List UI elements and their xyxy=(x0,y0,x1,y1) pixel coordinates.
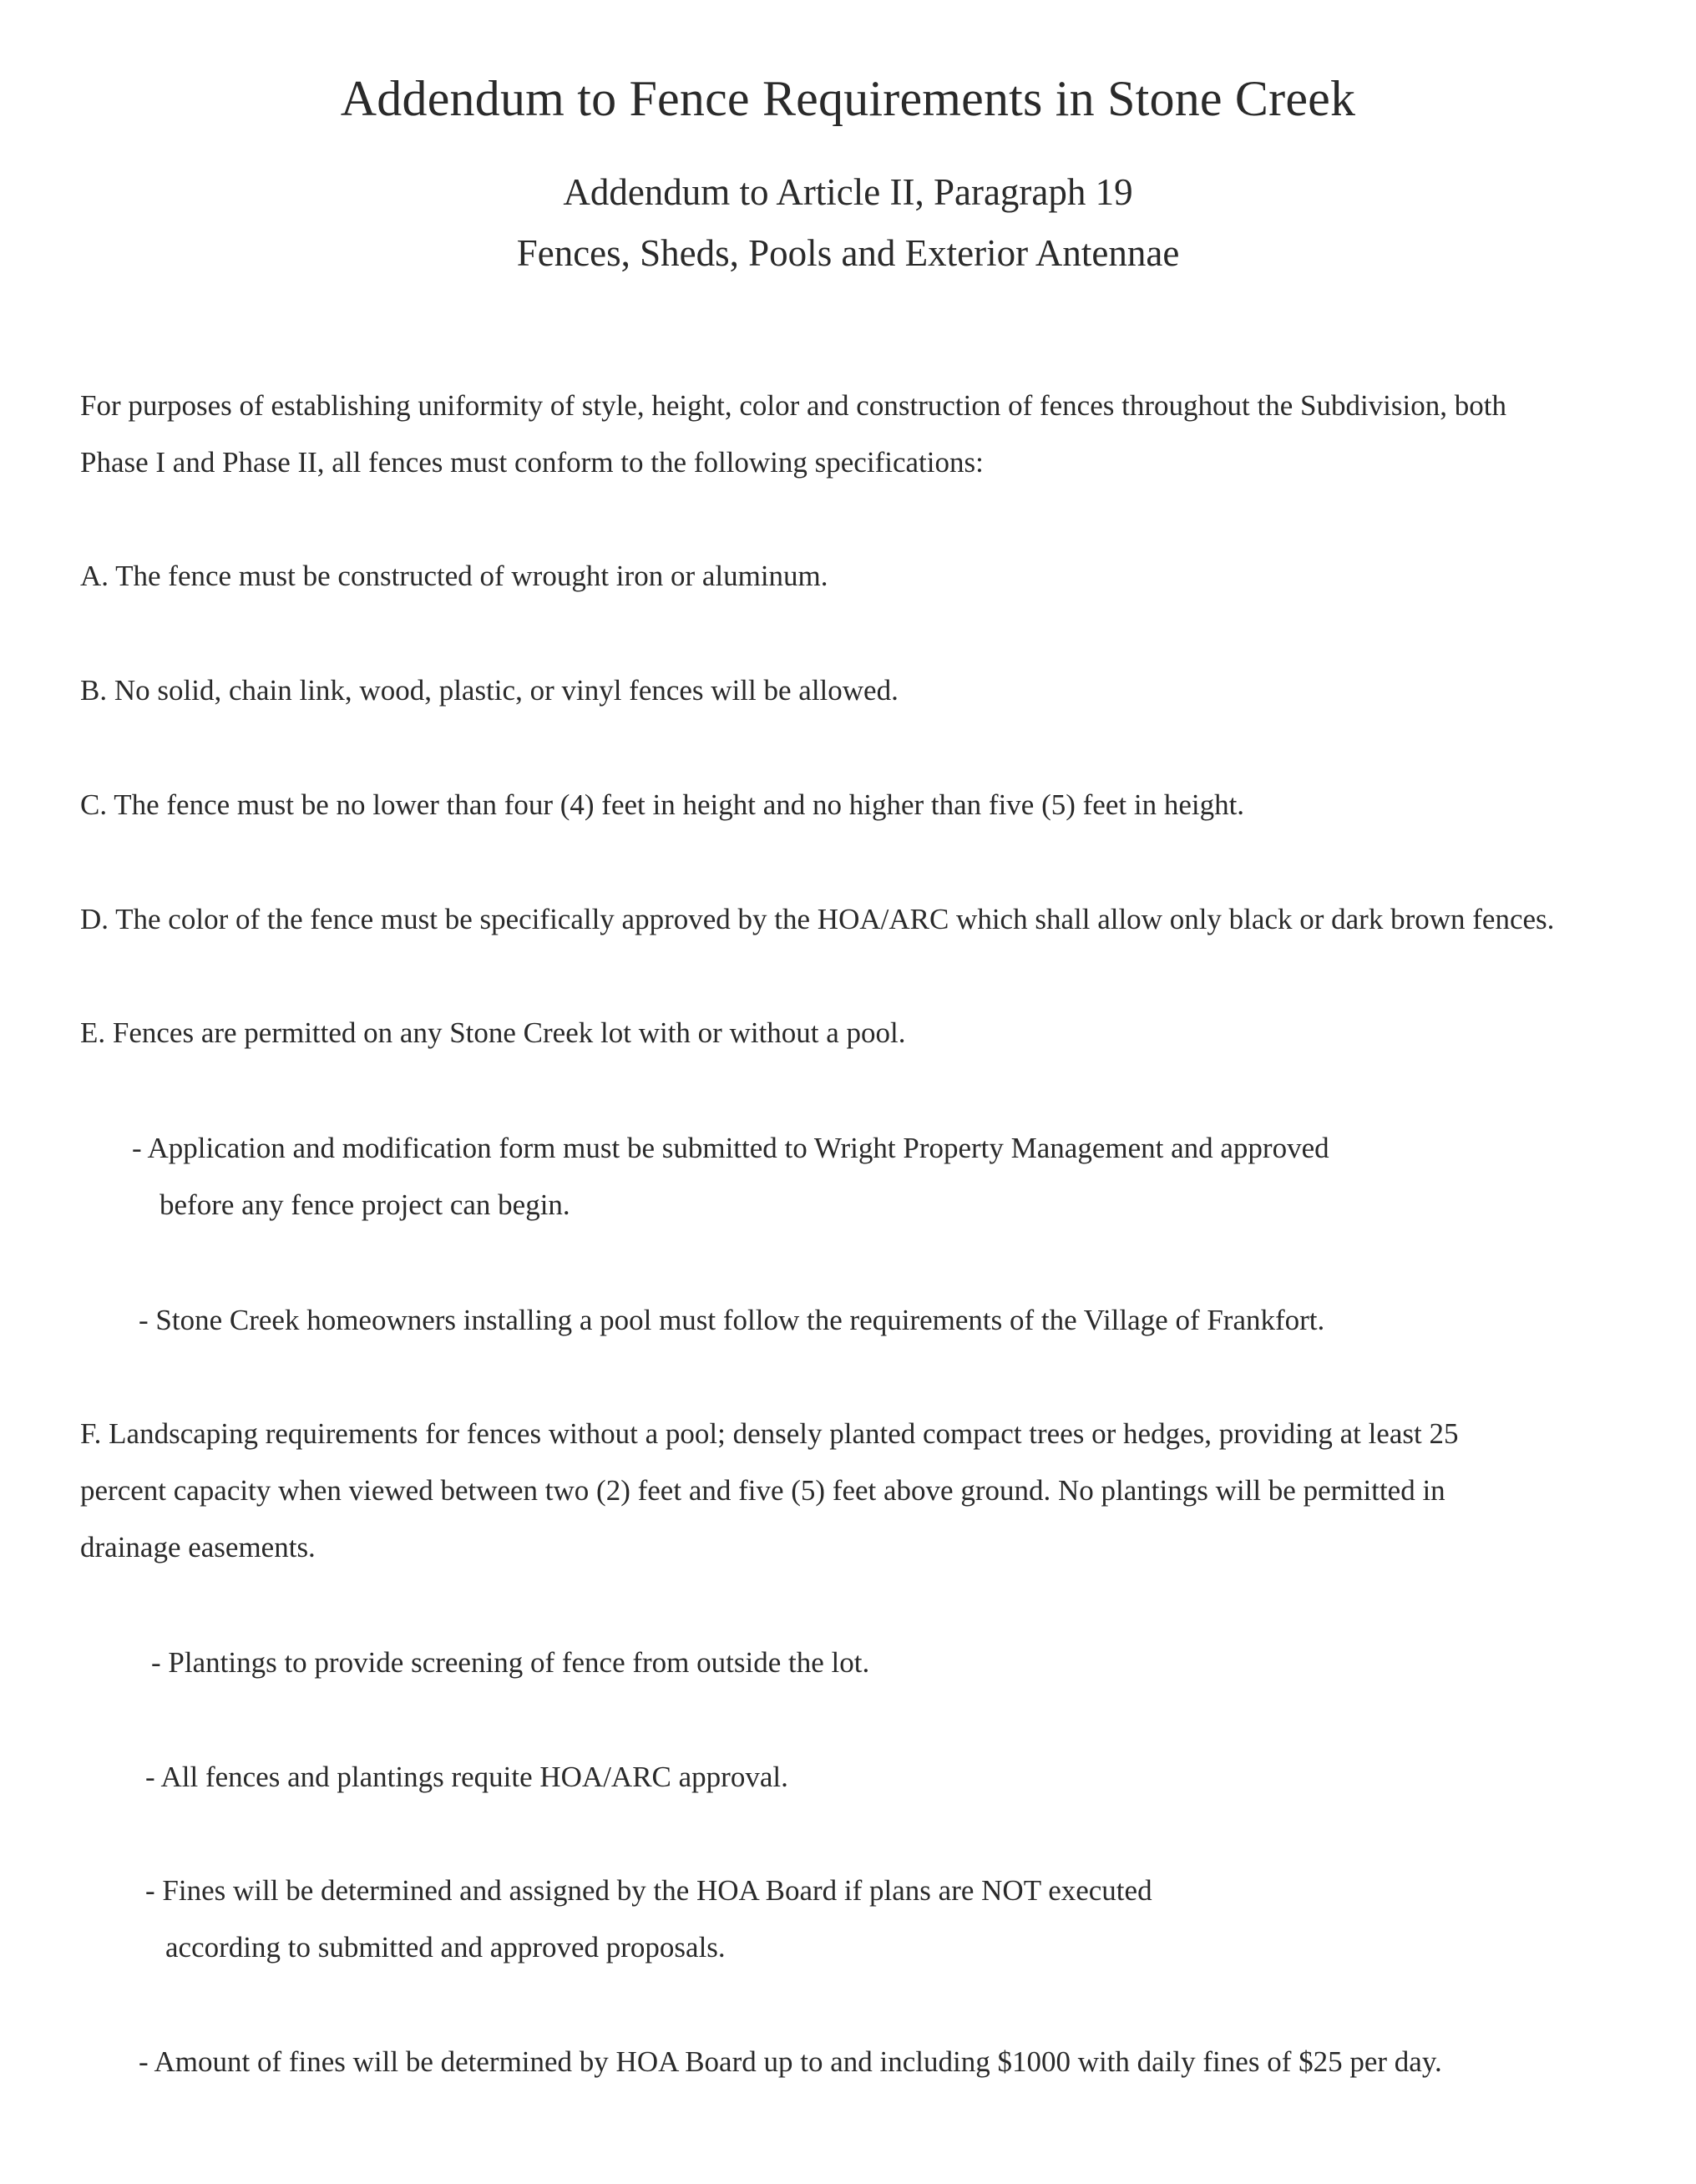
spec-e-application-note xyxy=(132,1120,1329,1234)
spec-d: D. The color of the fence must be specifically approved by the HOA/ARC which shall allow only black or dark brown fences. xyxy=(80,903,1555,935)
spec-c: C. The fence must be no lower than four (4) feet in height and no higher than five (5) feet in height. xyxy=(80,788,1245,821)
application-note-line-1: - Application and modification form must be submitted to Wright Property Management and approved xyxy=(132,1132,1329,1164)
application-note-line-2: before any fence project can begin. xyxy=(159,1188,570,1221)
spec-f-approval-note: - All fences and plantings requite HOA/ARC approval. xyxy=(145,1761,788,1793)
document-subtitle-article: Addendum to Article II, Paragraph 19 xyxy=(563,171,1133,213)
document-subtitle-topics: Fences, Sheds, Pools and Exterior Antennae xyxy=(516,232,1180,274)
spec-f-amount-note: - Amount of fines will be determined by HOA Board up to and including $1000 with daily fines of $25 per day. xyxy=(139,2045,1442,2078)
document-title: Addendum to Fence Requirements in Stone Creek xyxy=(340,71,1356,126)
intro-paragraph xyxy=(80,378,1506,491)
fines-note-line-2: according to submitted and approved proposals. xyxy=(165,1931,726,1964)
intro-line-1: For purposes of establishing uniformity of style, height, color and construction of fences throughout the Subdivision, both xyxy=(80,389,1506,422)
spec-f-line-3: drainage easements. xyxy=(80,1531,316,1563)
spec-f-fines-note xyxy=(145,1862,1152,1976)
spec-e-pool-note: - Stone Creek homeowners installing a pool must follow the requirements of the Village of Frankfort. xyxy=(139,1304,1325,1336)
spec-b: B. No solid, chain link, wood, plastic, or vinyl fences will be allowed. xyxy=(80,674,899,707)
spec-f xyxy=(80,1406,1458,1576)
spec-f-line-2: percent capacity when viewed between two (2) feet and five (5) feet above ground. No plantings will be permitted in xyxy=(80,1474,1445,1507)
spec-f-screening-note: - Plantings to provide screening of fence from outside the lot. xyxy=(151,1646,870,1679)
spec-e: E. Fences are permitted on any Stone Creek lot with or without a pool. xyxy=(80,1016,906,1049)
fines-note-line-1: - Fines will be determined and assigned by the HOA Board if plans are NOT executed xyxy=(145,1874,1152,1907)
spec-a: A. The fence must be constructed of wrought iron or aluminum. xyxy=(80,560,828,592)
spec-f-line-1: F. Landscaping requirements for fences without a pool; densely planted compact trees or hedges, providing at least 25 xyxy=(80,1417,1459,1450)
intro-line-2: Phase I and Phase II, all fences must conform to the following specifications: xyxy=(80,446,984,479)
